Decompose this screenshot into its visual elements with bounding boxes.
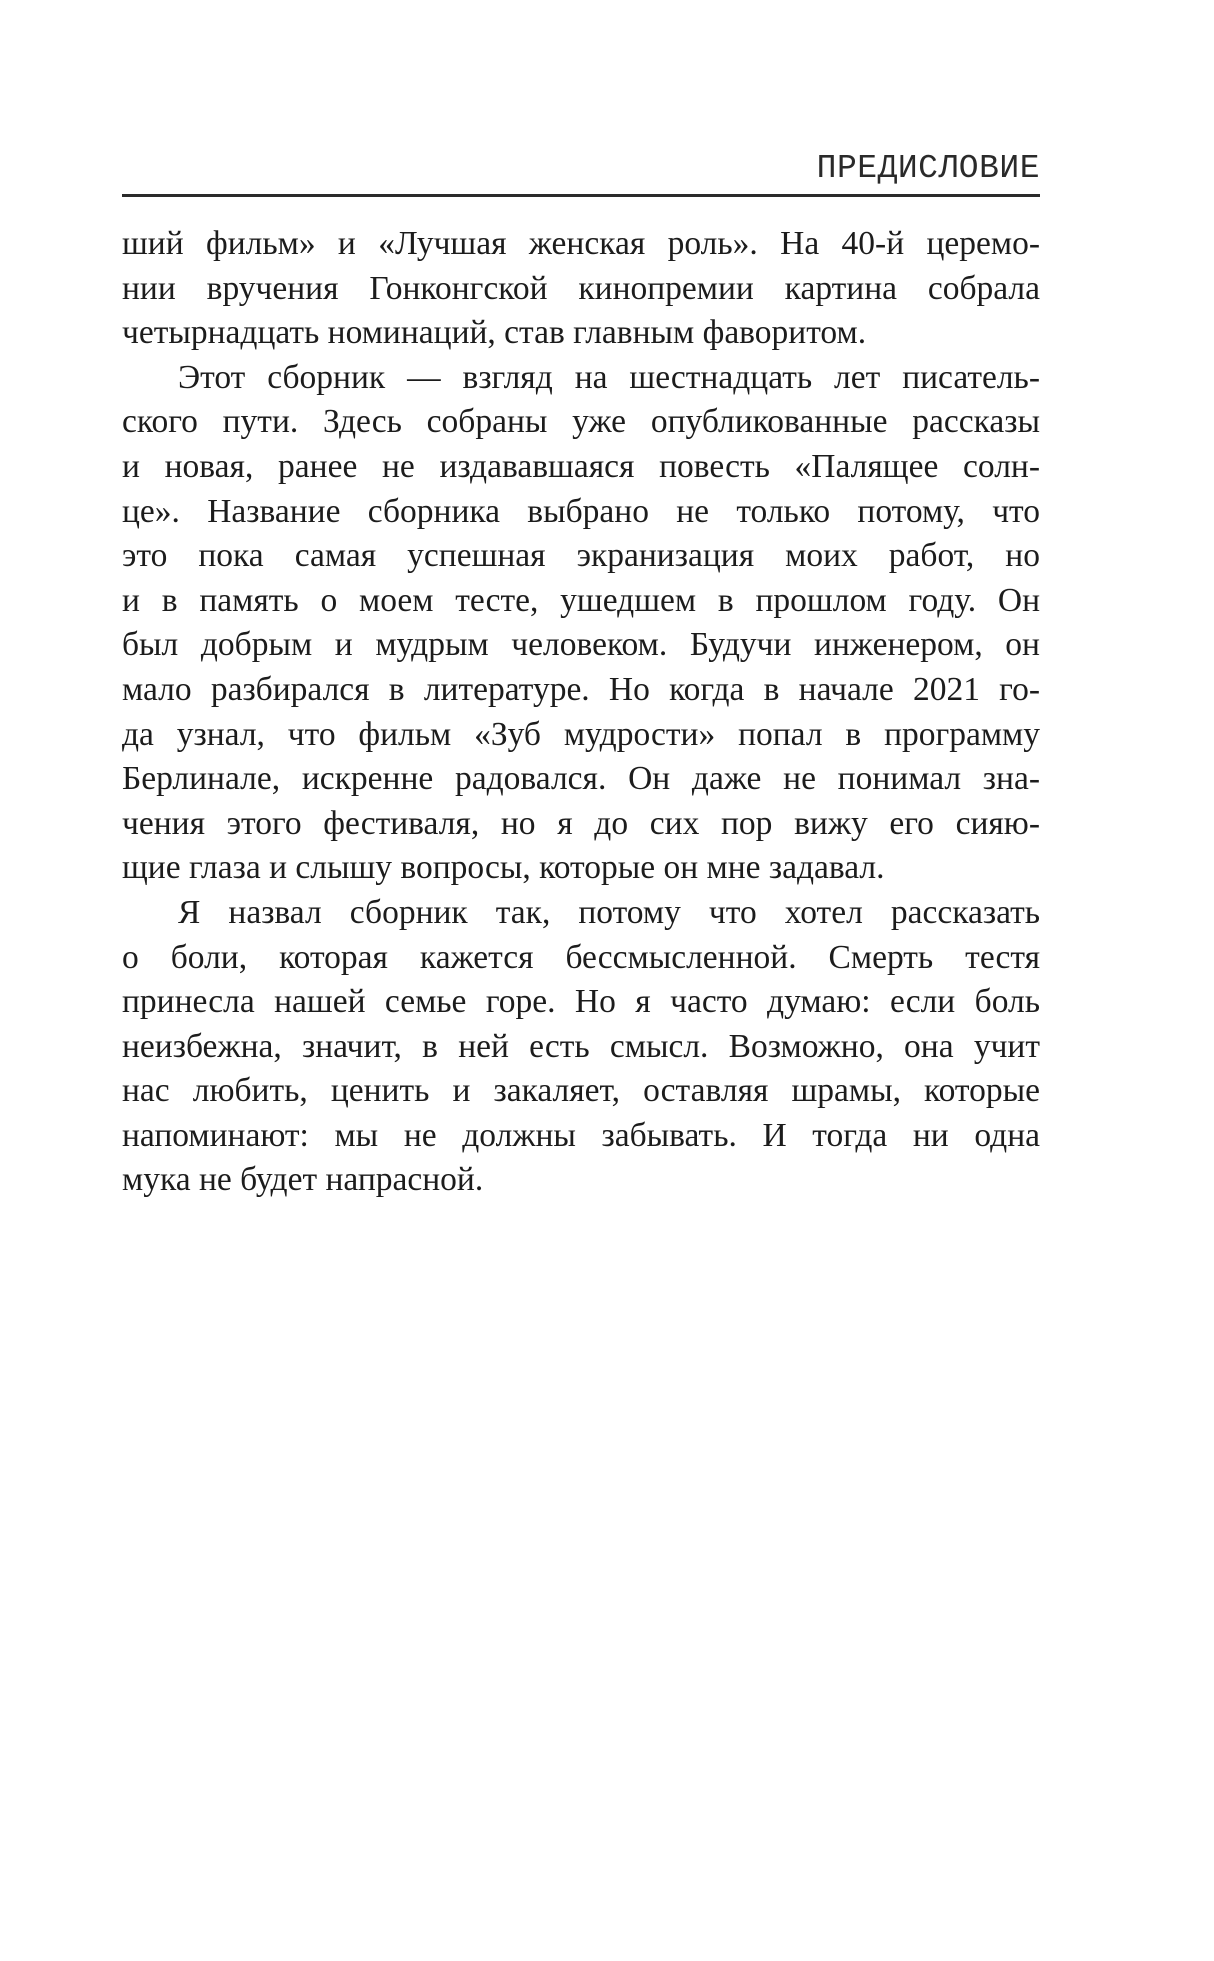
- text-line: напоминают: мы не должны забывать. И тогда ни одна: [122, 1116, 1040, 1154]
- text-line: это пока самая успешная экранизация моих работ, но: [122, 537, 1040, 575]
- text-line: чения этого фестиваля, но я до сих пор вижу его сияю-: [122, 804, 1040, 842]
- text-line: ского пути. Здесь собраны уже опубликованные рассказы: [122, 403, 1040, 441]
- text-line: и в память о моем тесте, ушедшем в прошлом году. Он: [122, 581, 1040, 619]
- text-line: Берлинале, искренне радовался. Он даже не понимал зна-: [122, 760, 1040, 798]
- text-line: да узнал, что фильм «Зуб мудрости» попал в программу: [122, 715, 1040, 753]
- text-line: Я назвал сборник так, потому что хотел рассказать: [178, 893, 1040, 931]
- text-line: щие глаза и слышу вопросы, которые он мне задавал.: [122, 849, 885, 887]
- text-line: был добрым и мудрым человеком. Будучи инженером, он: [122, 626, 1040, 664]
- text-line: Этот сборник — взгляд на шестнадцать лет писатель-: [178, 358, 1040, 396]
- text-line: о боли, которая кажется бессмысленной. Смерть тестя: [122, 938, 1040, 976]
- text-line: мало разбирался в литературе. Но когда в начале 2021 го-: [122, 670, 1040, 708]
- running-head: [122, 146, 1040, 197]
- body-text: [122, 222, 1040, 1203]
- text-line: нии вручения Гонконгской кинопремии картина собрала: [122, 269, 1040, 307]
- text-line: ший фильм» и «Лучшая женская роль». На 40-й церемо-: [122, 225, 1040, 262]
- text-line: и новая, ранее не издававшаяся повесть «Палящее солн-: [122, 447, 1040, 485]
- text-line: мука не будет напрасной.: [122, 1161, 484, 1199]
- text-line: четырнадцать номинаций, став главным фаворитом.: [122, 314, 867, 352]
- text-line: це». Название сборника выбрано не только потому, что: [122, 492, 1040, 530]
- text-line: неизбежна, значит, в ней есть смысл. Возможно, она учит: [122, 1027, 1040, 1065]
- running-head-title: ПРЕДИСЛОВИЕ: [816, 150, 1040, 187]
- text-line: принесла нашей семье горе. Но я часто думаю: если боль: [122, 983, 1040, 1021]
- text-line: нас любить, ценить и закаляет, оставляя шрамы, которые: [122, 1072, 1040, 1110]
